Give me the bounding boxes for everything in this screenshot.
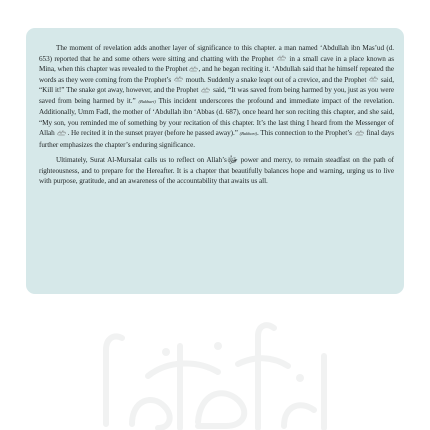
pbuh-honorific-icon <box>189 66 198 72</box>
text-segment: , and he began reciting it. ‘Abdullah said that he himself repeated the words as they were coming from the Prophet’s <box>39 65 394 84</box>
reference-citation: (Bukhari) <box>138 98 156 104</box>
text-segment: said, “It was saved from being harmed by you, just as you were saved from being harmed by it.” <box>39 86 394 105</box>
text-segment: Ultimately, Surat Al-Mursalat calls us to reflect on Allah’s <box>56 156 227 164</box>
text-segment: final days further emphasizes the chapter’s enduring significance. <box>39 129 395 149</box>
pbuh-honorific-icon <box>355 130 364 136</box>
paragraph-conclusion <box>39 155 394 187</box>
calligraphy-watermark <box>88 316 352 430</box>
honorific-glyph: ﷻ <box>226 155 239 166</box>
pbuh-honorific-icon <box>277 55 286 61</box>
pbuh-honorific-icon <box>174 76 183 82</box>
pbuh-honorific-icon <box>57 130 66 136</box>
paragraph-revelation <box>39 43 394 150</box>
pbuh-honorific-icon <box>369 76 378 82</box>
text-segment: The moment of revelation adds another layer of significance to this chapter. a man named ‘Abdullah ibn Mas’ud (d. 653) reported that he and some others were sitting and chatting with the Prophet <box>39 44 394 63</box>
content-card <box>26 28 404 294</box>
text-segment: This incident underscores the profound and immediate impact of the revelation. Additionally, Umm Fadl, the mother of ‘Abdullah ibn ‘Abbas (d. 687), once heard her son reciting this chapter, and she said, “My son, you reminded me of something by your recitation of this chapter. It’s the last thing I heard from the Messenger of Allah <box>39 96 395 137</box>
text-segment: said, “Kill it!” The snake got away, however, and the Prophet <box>39 75 395 94</box>
reference-citation: (Bukhari) <box>239 131 258 136</box>
text-segment: in a small cave in a place known as Mina, when this chapter was revealed to the Prophet <box>39 54 395 73</box>
text-segment: power and mercy, to remain steadfast on the path of righteousness, and to prepare for the Hereafter. It is a chapter that beautifully balances hope and warning, urging us to live with purpose, gratitude, and an awareness of the accountability that awaits us all. <box>39 156 395 185</box>
pbuh-honorific-icon <box>201 87 210 93</box>
text-segment: . This connection to the Prophet’s <box>257 129 352 137</box>
text-segment: mouth. Suddenly a snake leapt out of a crevice, and the Prophet <box>185 75 367 84</box>
text-segment: . He recited it in the sunset prayer (before he passed away).” <box>67 129 238 137</box>
